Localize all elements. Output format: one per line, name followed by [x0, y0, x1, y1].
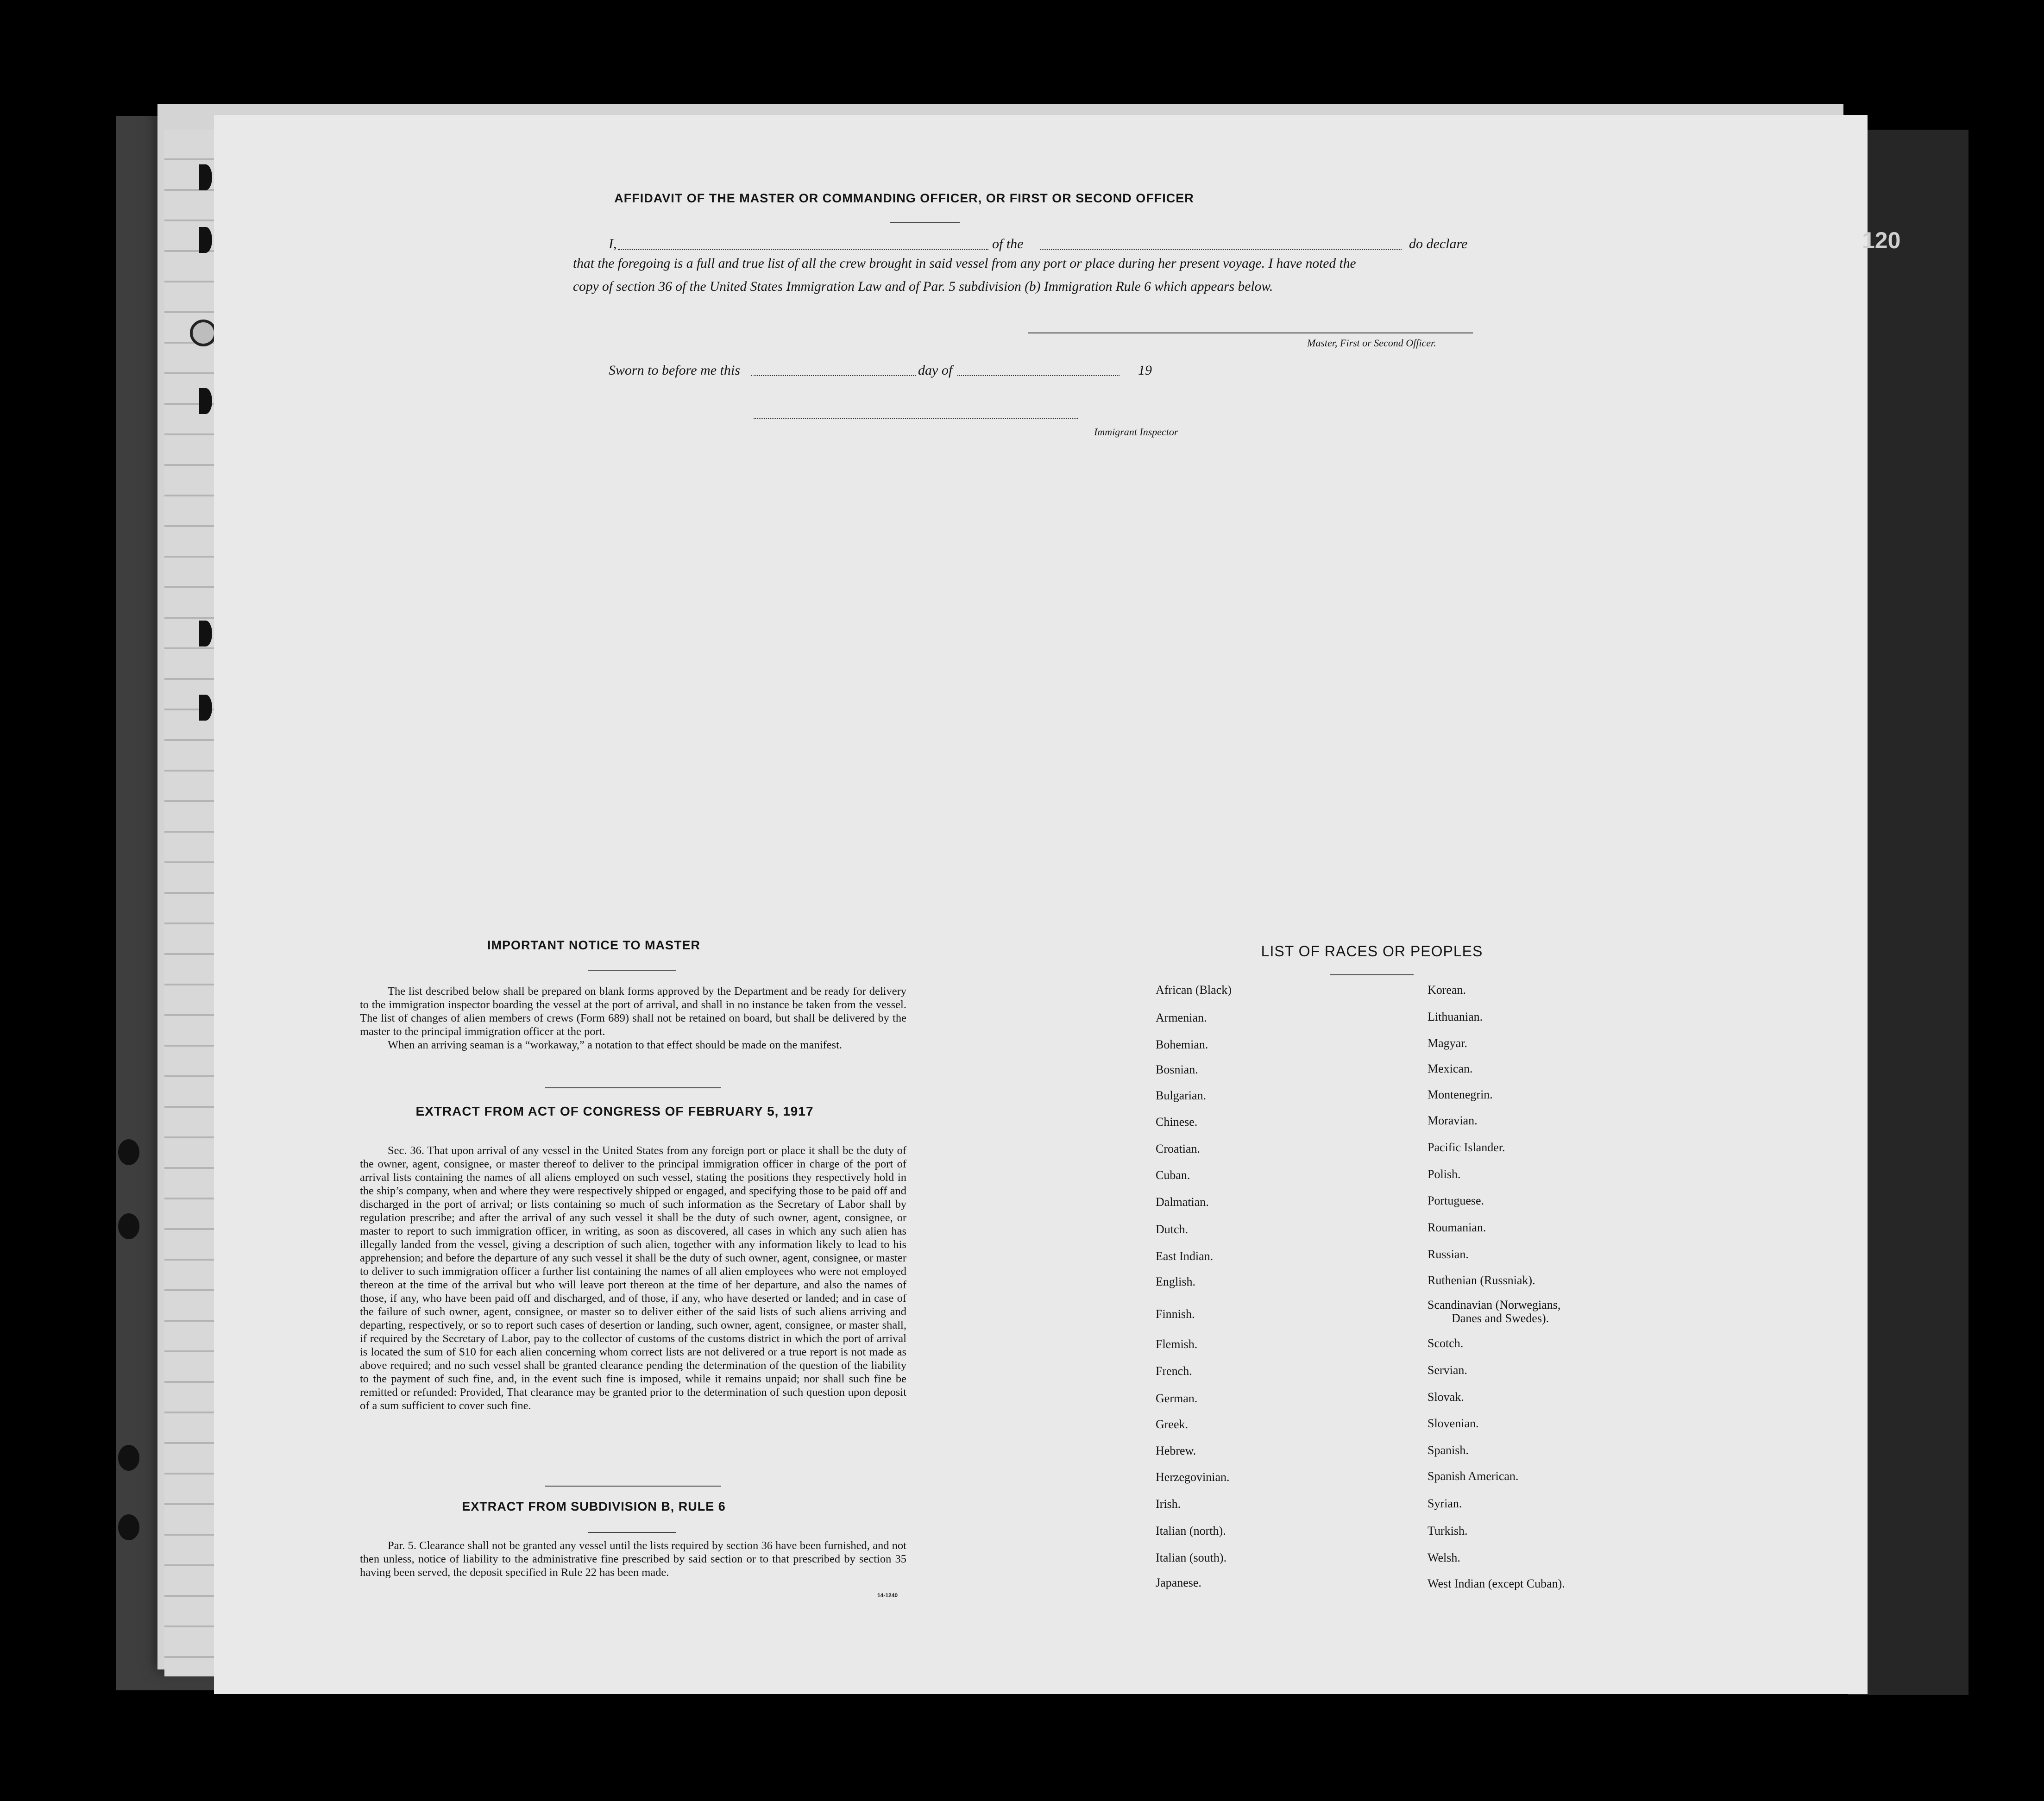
binder-hole [118, 1139, 139, 1165]
rule-extract-paragraph: Par. 5. Clearance shall not be granted any vessel until the lists required by section 36 have been furnished, and not then unless, notice of liability to the administrative fine prescribed by said section or to that prescribed by section 35 having been served, the deposit specified in Rule 22 has been made. [360, 1539, 906, 1579]
race-right-item: Russian. [1428, 1248, 1469, 1261]
races-title: LIST OF RACES OR PEOPLES [1261, 943, 1483, 960]
race-right-item: Magyar. [1428, 1036, 1467, 1050]
title-underline [890, 222, 960, 223]
race-right-item: Montenegrin. [1428, 1088, 1493, 1101]
race-right-item: Mexican. [1428, 1062, 1473, 1075]
race-right-item: Turkish. [1428, 1524, 1468, 1537]
notice-body [360, 985, 906, 1052]
race-right-item: Danes and Swedes). [1452, 1312, 1549, 1325]
form-number: 14-1240 [877, 1592, 898, 1599]
race-left-item: Flemish. [1156, 1337, 1198, 1351]
race-left-item: Bulgarian. [1156, 1089, 1207, 1102]
race-left-item: Italian (south). [1156, 1551, 1227, 1564]
race-left-item: Chinese. [1156, 1115, 1198, 1129]
binder-hole [118, 1213, 139, 1239]
act-extract-body [360, 1144, 906, 1412]
bleed-through-text [307, 439, 313, 451]
race-right-item: Scotch. [1428, 1337, 1464, 1350]
race-right-item: Polish. [1428, 1167, 1461, 1181]
paper-clip-ring [190, 320, 217, 346]
sworn-label: Sworn to before me this [609, 363, 740, 378]
affidavit-line-2: that the foregoing is a full and true list of all the crew brought in said vessel from any port or place during her present voyage. I have noted the [573, 256, 1356, 271]
binder-hole [199, 227, 212, 253]
binder-hole [199, 695, 212, 721]
race-left-item: German. [1156, 1392, 1198, 1405]
master-signature-label: Master, First or Second Officer. [1307, 337, 1436, 349]
race-left-item: African (Black) [1156, 983, 1232, 997]
race-left-item: Japanese. [1156, 1576, 1201, 1589]
race-left-item: English. [1156, 1275, 1195, 1288]
race-right-item: Scandinavian (Norwegians, [1428, 1298, 1561, 1312]
race-right-item: Korean. [1428, 983, 1466, 997]
race-right-item: Spanish American. [1428, 1469, 1519, 1483]
race-left-item: Dalmatian. [1156, 1195, 1209, 1209]
inspector-label: Immigrant Inspector [1094, 426, 1178, 438]
section-divider [545, 1087, 721, 1088]
affidavit-do-declare-label: do declare [1409, 236, 1468, 251]
race-left-item: Cuban. [1156, 1168, 1190, 1182]
race-left-item: Bohemian. [1156, 1038, 1208, 1051]
race-left-item: Bosnian. [1156, 1063, 1198, 1076]
inspector-signature-line[interactable] [754, 418, 1078, 419]
affidavit-of-the-label: of the [992, 236, 1024, 251]
notice-paragraph-2: When an arriving seaman is a “workaway,” a notation to that effect should be made on the manifest. [388, 1039, 843, 1051]
sworn-month-line[interactable] [957, 375, 1119, 376]
rule-extract-title: EXTRACT FROM SUBDIVISION B, RULE 6 [462, 1500, 726, 1513]
race-left-item: Herzegovinian. [1156, 1470, 1230, 1484]
day-of-label: day of [918, 363, 953, 378]
affidavit-title: AFFIDAVIT OF THE MASTER OR COMMANDING OFFICER, OR FIRST OR SECOND OFFICER [614, 191, 1194, 205]
page-number: 120 [1862, 227, 1901, 253]
rule-extract-body [360, 1539, 906, 1579]
act-extract-paragraph: Sec. 36. That upon arrival of any vessel in the United States from any foreign port or place it shall be the duty of the owner, agent, consignee, or master thereof to deliver to the principal immigration officer in charge of the port of arrival lists containing the names of all aliens employed on such vessel, stating the positions they respectively hold in the ship’s company, when and where they were respectively shipped or engaged, and specifying those to be paid off and discharged in the port of arrival; or lists containing so much of such information as the Secretary of Labor shall by regulation prescribe; and after the arrival of any such vessel it shall be the duty of such owner, agent, consignee, or master to report to such immigration officer, in writing, as soon as discovered, all cases in which any such alien has illegally landed from the vessel, giving a description of such alien, together with any information likely to lead to his apprehension; and before the departure of any such vessel it shall be the duty of such owner, agent, consignee, or master to deliver to such immigration officer a further list containing the names of all alien employees who were not employed thereon at the time of the arrival but who will leave port thereon at the time of her departure, and also the names of those, if any, who have been paid off and discharged, and of those, if any, who have deserted or landed; and in case of the failure of such owner, agent, consignee, or master so to deliver either of the said lists of such aliens arriving and departing, respectively, or so to report such cases of desertion or landing, such owner, agent, consignee, or master shall, if required by the Secretary of Labor, pay to the collector of customs of the customs district in which the port of arrival is located the sum of $10 for each alien concerning whom correct lists are not delivered or a true report is not made as above required; and no such vessel shall be granted clearance pending the determination of the question of the liability to the payment of such fine, and, in the event such fine is imposed, while it remains unpaid; nor shall such fine be remitted or refunded: Provided, That clearance may be granted prior to the determination of such question upon deposit of a sum sufficient to cover such fine. [360, 1144, 906, 1412]
race-right-item: Portuguese. [1428, 1194, 1484, 1207]
rule-title-underline [588, 1532, 676, 1533]
race-left-item: Armenian. [1156, 1011, 1207, 1024]
binder-hole [199, 164, 212, 190]
races-title-underline [1330, 974, 1414, 975]
race-right-item: Moravian. [1428, 1114, 1478, 1127]
race-left-item: Hebrew. [1156, 1444, 1196, 1457]
vessel-name-line[interactable] [1040, 249, 1402, 250]
race-right-item: Servian. [1428, 1363, 1467, 1377]
lined-sheet-edge [164, 130, 215, 1676]
binder-hole [199, 388, 212, 414]
master-name-line[interactable] [618, 249, 988, 250]
race-left-item: Italian (north). [1156, 1524, 1226, 1537]
race-right-item: Ruthenian (Russniak). [1428, 1274, 1535, 1287]
race-right-item: Slovak. [1428, 1390, 1464, 1404]
race-right-item: West Indian (except Cuban). [1428, 1577, 1565, 1590]
race-right-item: Spanish. [1428, 1443, 1469, 1457]
notice-title-underline [588, 970, 676, 971]
race-left-item: East Indian. [1156, 1249, 1214, 1263]
race-right-item: Syrian. [1428, 1497, 1462, 1510]
binder-hole [118, 1445, 139, 1471]
notice-title: IMPORTANT NOTICE TO MASTER [487, 938, 700, 952]
race-left-item: Finnish. [1156, 1307, 1195, 1321]
affidavit-line-3: copy of section 36 of the United States Immigration Law and of Par. 5 subdivision (b) Immigration Rule 6 which appears below. [573, 279, 1273, 294]
race-right-item: Roumanian. [1428, 1221, 1486, 1234]
race-left-item: Greek. [1156, 1418, 1189, 1431]
section-divider [545, 1486, 721, 1487]
year-label: 19 [1138, 363, 1152, 378]
race-left-item: French. [1156, 1364, 1192, 1378]
binder-hole [118, 1514, 139, 1540]
race-left-item: Croatian. [1156, 1142, 1201, 1155]
act-extract-title: EXTRACT FROM ACT OF CONGRESS OF FEBRUARY 5, 1917 [415, 1104, 814, 1118]
form-page [214, 115, 1868, 1694]
race-right-item: Pacific Islander. [1428, 1141, 1505, 1154]
race-left-item: Dutch. [1156, 1223, 1189, 1236]
sworn-day-line[interactable] [751, 375, 916, 376]
race-right-item: Lithuanian. [1428, 1010, 1483, 1023]
affidavit-i-label: I, [609, 236, 617, 251]
notice-paragraph-1: The list described below shall be prepared on blank forms approved by the Department and be ready for delivery to the immigration inspector boarding the vessel at the port of arrival, and shall in no instance be taken from the vessel. The list of changes of alien members of crews (Form 689) shall not be retained on board, but shall be delivered by the master to the principal immigration officer at the port. [360, 985, 906, 1038]
race-left-item: Irish. [1156, 1497, 1181, 1511]
race-right-item: Welsh. [1428, 1551, 1460, 1564]
binder-hole [199, 621, 212, 646]
race-right-item: Slovenian. [1428, 1417, 1479, 1430]
